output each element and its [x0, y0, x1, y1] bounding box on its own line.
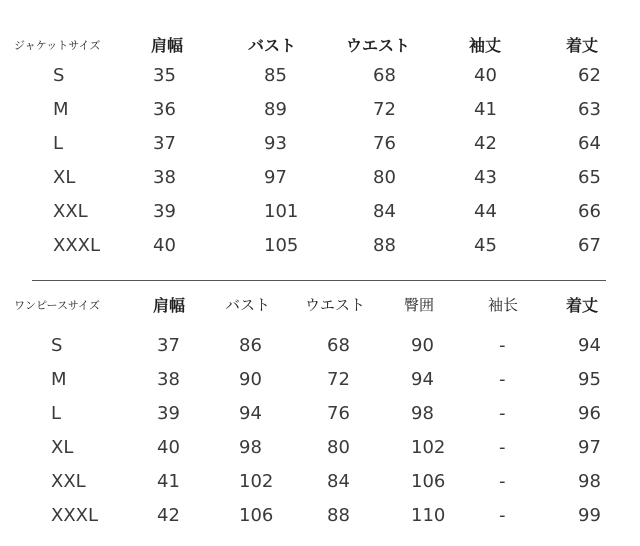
dress-row-size: L	[51, 403, 62, 424]
section-divider	[32, 280, 606, 281]
dress-table-title: ワンピースサイズ	[14, 299, 100, 312]
dress-header-bust: バスト	[225, 296, 271, 314]
jacket-cell: 63	[578, 99, 601, 120]
jacket-cell: 40	[153, 235, 176, 256]
jacket-cell: 65	[578, 167, 601, 188]
jacket-row-size: S	[53, 65, 65, 86]
jacket-cell: 68	[373, 65, 396, 86]
jacket-cell: 64	[578, 133, 601, 154]
jacket-table-title: ジャケットサイズ	[14, 39, 101, 52]
dress-cell: 97	[578, 437, 601, 458]
dress-cell: -	[499, 403, 506, 424]
dress-cell: 38	[157, 369, 180, 390]
jacket-cell: 37	[153, 133, 176, 154]
jacket-cell: 42	[474, 133, 497, 154]
jacket-header-sleeve: 袖丈	[469, 36, 502, 55]
dress-header-sleeve: 袖长	[488, 296, 519, 314]
jacket-row-size: XL	[53, 167, 76, 188]
dress-cell: -	[499, 369, 506, 390]
dress-cell: 40	[157, 437, 180, 458]
jacket-cell: 105	[264, 235, 299, 256]
dress-cell: 102	[411, 437, 446, 458]
dress-cell: 102	[239, 471, 274, 492]
jacket-cell: 89	[264, 99, 287, 120]
dress-row-size: XL	[51, 437, 74, 458]
dress-header-waist: ウエスト	[305, 296, 366, 314]
jacket-cell: 36	[153, 99, 176, 120]
jacket-row-size: XXL	[53, 201, 88, 222]
jacket-cell: 93	[264, 133, 287, 154]
jacket-cell: 67	[578, 235, 601, 256]
dress-cell: 94	[578, 335, 601, 356]
jacket-header-shoulder: 肩幅	[151, 36, 184, 55]
dress-cell: 90	[239, 369, 262, 390]
dress-cell: 106	[239, 505, 274, 526]
jacket-row-size: L	[53, 133, 64, 154]
jacket-cell: 72	[373, 99, 396, 120]
jacket-header-waist: ウエスト	[346, 36, 411, 55]
dress-cell: 95	[578, 369, 601, 390]
jacket-row-size: XXXL	[53, 235, 101, 256]
dress-cell: 41	[157, 471, 180, 492]
dress-cell: -	[499, 471, 506, 492]
dress-cell: 90	[411, 335, 434, 356]
jacket-cell: 80	[373, 167, 396, 188]
dress-cell: 39	[157, 403, 180, 424]
jacket-cell: 66	[578, 201, 601, 222]
dress-cell: 94	[411, 369, 434, 390]
dress-row-size: XXXL	[51, 505, 99, 526]
dress-cell: 86	[239, 335, 262, 356]
dress-cell: 99	[578, 505, 601, 526]
jacket-header-bust: バスト	[248, 36, 297, 55]
dress-row-size: XXL	[51, 471, 86, 492]
dress-cell: 42	[157, 505, 180, 526]
dress-cell: 72	[327, 369, 350, 390]
jacket-cell: 97	[264, 167, 287, 188]
dress-cell: 37	[157, 335, 180, 356]
dress-header-hip: 臀囲	[404, 296, 435, 314]
jacket-row-size: M	[53, 99, 69, 120]
dress-cell: -	[499, 505, 506, 526]
dress-cell: 96	[578, 403, 601, 424]
jacket-cell: 88	[373, 235, 396, 256]
dress-cell: 68	[327, 335, 350, 356]
jacket-cell: 44	[474, 201, 497, 222]
dress-cell: 98	[411, 403, 434, 424]
dress-cell: 98	[239, 437, 262, 458]
dress-row-size: S	[51, 335, 63, 356]
jacket-cell: 101	[264, 201, 299, 222]
jacket-cell: 76	[373, 133, 396, 154]
dress-row-size: M	[51, 369, 67, 390]
dress-cell: -	[499, 437, 506, 458]
dress-cell: 88	[327, 505, 350, 526]
jacket-cell: 45	[474, 235, 497, 256]
dress-cell: 84	[327, 471, 350, 492]
dress-cell: 94	[239, 403, 262, 424]
dress-cell: 110	[411, 505, 446, 526]
dress-cell: 76	[327, 403, 350, 424]
jacket-cell: 84	[373, 201, 396, 222]
dress-cell: 106	[411, 471, 446, 492]
dress-header-shoulder: 肩幅	[153, 296, 186, 315]
dress-header-length: 着丈	[566, 296, 599, 315]
dress-cell: 80	[327, 437, 350, 458]
jacket-header-length: 着丈	[566, 36, 599, 55]
jacket-cell: 41	[474, 99, 497, 120]
jacket-cell: 38	[153, 167, 176, 188]
jacket-cell: 40	[474, 65, 497, 86]
jacket-cell: 62	[578, 65, 601, 86]
jacket-cell: 43	[474, 167, 497, 188]
jacket-cell: 39	[153, 201, 176, 222]
jacket-cell: 85	[264, 65, 287, 86]
dress-cell: 98	[578, 471, 601, 492]
dress-cell: -	[499, 335, 506, 356]
jacket-cell: 35	[153, 65, 176, 86]
